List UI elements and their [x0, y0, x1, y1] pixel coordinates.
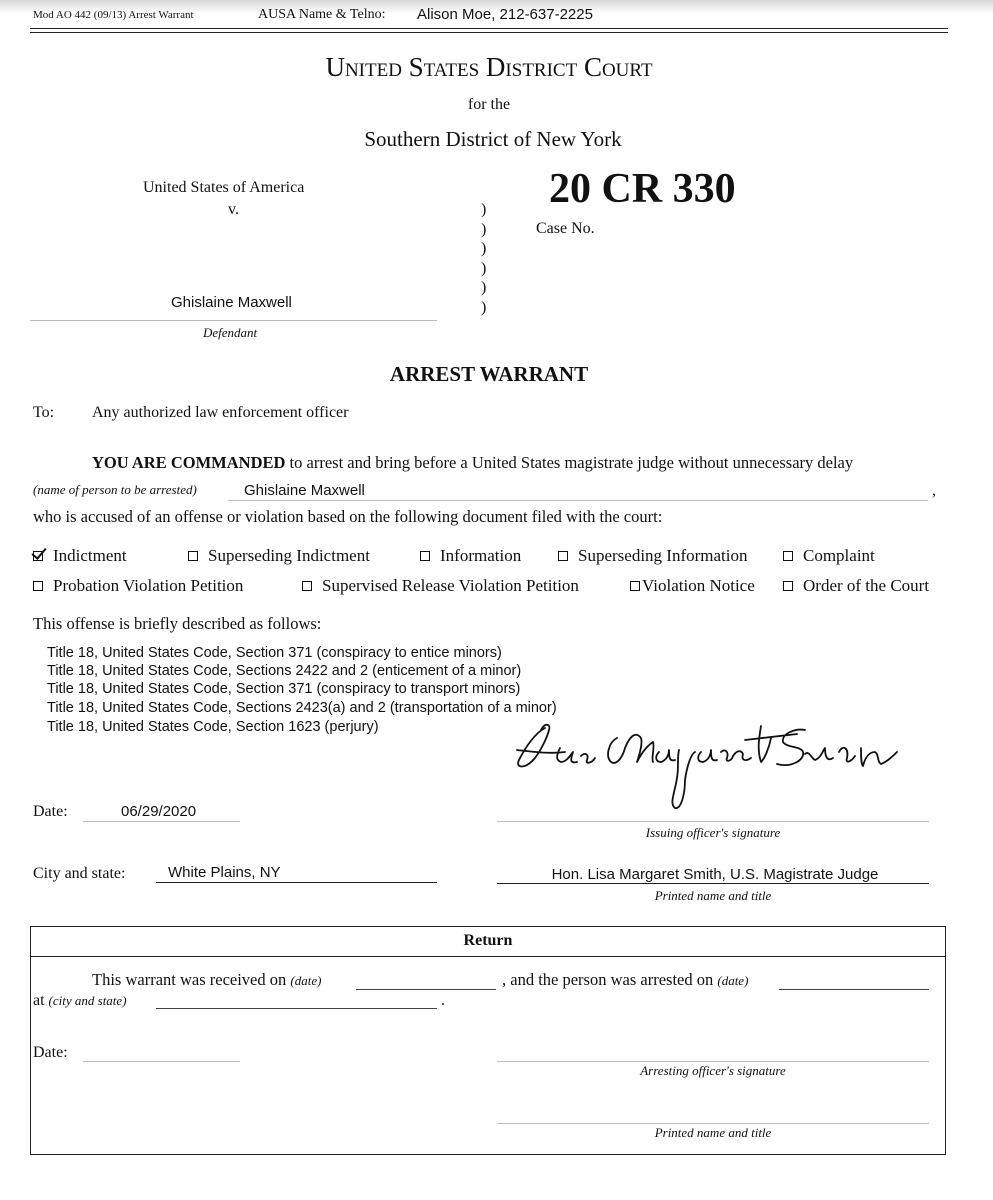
return-title-rule [30, 956, 946, 957]
return-date-label: Date: [33, 1044, 68, 1061]
doc-label: Probation Violation Petition [53, 576, 244, 595]
paren-2: ) [481, 220, 487, 238]
person-value: Ghislaine Maxwell [244, 482, 365, 499]
return-date-input[interactable] [83, 1061, 240, 1062]
warrant-title: ARREST WARRANT [389, 362, 589, 386]
person-comma: , [932, 482, 936, 499]
checkbox-icon [630, 581, 640, 591]
arrested-label: , and the person was arrested on [502, 970, 714, 989]
offense-line: Title 18, United States Code, Sections 2423(a) and 2 (transportation of a minor) [47, 700, 557, 716]
doc-complaint[interactable] [783, 546, 875, 566]
command-rest: to arrest and bring before a United States magistrate judge without unnecessary delay [285, 453, 854, 472]
doc-label: Information [440, 546, 522, 565]
district-name: Southern District of New York [364, 127, 622, 151]
doc-indictment[interactable] [33, 546, 127, 566]
paren-3: ) [481, 240, 487, 257]
paren-4: ) [481, 259, 487, 277]
doc-label: Superseding Information [578, 546, 748, 565]
accused-text: who is accused of an offense or violation based on the following document filed with the court: [33, 507, 663, 526]
defendant-line [30, 320, 437, 321]
doc-supervised-release[interactable] [302, 576, 579, 596]
checkbox-icon [558, 551, 568, 561]
doc-label: Supervised Release Violation Petition [322, 576, 579, 595]
offense-line: Title 18, United States Code, Section 1623 (perjury) [47, 719, 379, 735]
arrested-text [502, 970, 748, 990]
command-bold: YOU ARE COMMANDED [92, 453, 286, 472]
at-text [33, 992, 127, 1010]
header-rule-top [30, 28, 948, 29]
return-box [30, 926, 946, 1155]
defendant-label: Defendant [203, 325, 258, 340]
printed-name-label: Printed name and title [654, 888, 772, 903]
for-the: for the [467, 96, 511, 113]
doc-superseding-indictment[interactable] [188, 546, 370, 566]
received-date-hint: (date) [290, 973, 322, 988]
at-period: . [441, 992, 445, 1009]
person-label: (name of person to be arrested) [33, 482, 197, 497]
arresting-signature-line[interactable] [497, 1061, 929, 1062]
offense-intro: This offense is briefly described as follows: [33, 614, 322, 633]
paren-6: ) [481, 298, 487, 316]
offense-line: Title 18, United States Code, Section 371 (conspiracy to entice minors) [47, 645, 502, 661]
return-title: Return [463, 932, 513, 949]
paren-5: ) [481, 279, 487, 296]
plaintiff: United States of America [143, 179, 305, 196]
doc-information[interactable] [420, 546, 521, 566]
case-no-label: Case No. [536, 220, 595, 237]
case-number: 20 CR 330 [549, 166, 736, 212]
court-title: United States District Court [325, 52, 653, 82]
doc-probation-violation[interactable] [33, 576, 243, 596]
to-label: To: [33, 404, 55, 421]
doc-label: Superseding Indictment [208, 546, 370, 565]
versus: v. [228, 201, 239, 218]
doc-superseding-information[interactable] [558, 546, 748, 566]
received-date-input[interactable] [356, 989, 496, 990]
doc-order-of-court[interactable] [783, 576, 929, 596]
received-label: This warrant was received on [92, 970, 287, 989]
doc-label: Indictment [53, 546, 127, 565]
city-value: White Plains, NY [168, 864, 281, 881]
doc-violation-notice[interactable] [630, 576, 755, 596]
checkbox-icon [783, 551, 793, 561]
checkbox-icon [783, 581, 793, 591]
ausa-value: Alison Moe, 212-637-2225 [417, 6, 593, 23]
arrest-city-input[interactable] [156, 1008, 437, 1009]
at-label: at [33, 992, 45, 1009]
defendant-name: Ghislaine Maxwell [171, 294, 292, 311]
signature-line [497, 821, 929, 822]
issuing-signature-label: Issuing officer's signature [645, 825, 781, 840]
arrested-date-hint: (date) [717, 973, 749, 988]
doc-label: Order of the Court [803, 576, 930, 595]
paren-1: ) [481, 201, 487, 218]
issue-date-line [83, 821, 240, 822]
printed-name-value: Hon. Lisa Margaret Smith, U.S. Magistrate Judge [551, 866, 879, 883]
city-line [156, 882, 437, 883]
return-printed-line[interactable] [497, 1123, 929, 1124]
checkbox-icon [420, 551, 430, 561]
issue-date-label: Date: [33, 803, 68, 820]
offense-line: Title 18, United States Code, Section 371 (conspiracy to transport minors) [47, 681, 521, 697]
person-line [228, 500, 928, 501]
city-label: City and state: [33, 865, 126, 882]
form-id: Mod AO 442 (09/13) Arrest Warrant [33, 9, 194, 21]
checkbox-icon [302, 581, 312, 591]
issue-date-value: 06/29/2020 [121, 803, 197, 820]
judge-signature [505, 708, 915, 818]
checkbox-checked-icon [33, 551, 43, 561]
command-text [92, 453, 853, 473]
header-rule-bottom [30, 32, 948, 33]
city-hint: (city and state) [48, 993, 127, 1008]
return-printed-label: Printed name and title [654, 1125, 772, 1140]
printed-name-line [497, 883, 929, 884]
offense-line: Title 18, United States Code, Sections 2422 and 2 (enticement of a minor) [47, 663, 522, 679]
arrested-date-input[interactable] [779, 989, 929, 990]
doc-label: Violation Notice [642, 576, 755, 595]
doc-label: Complaint [803, 546, 875, 565]
checkbox-icon [33, 581, 43, 591]
to-value: Any authorized law enforcement officer [92, 404, 349, 421]
received-text [92, 970, 321, 990]
arresting-signature-label: Arresting officer's signature [640, 1063, 786, 1078]
checkbox-icon [188, 551, 198, 561]
ausa-label: AUSA Name & Telno: [258, 7, 386, 22]
